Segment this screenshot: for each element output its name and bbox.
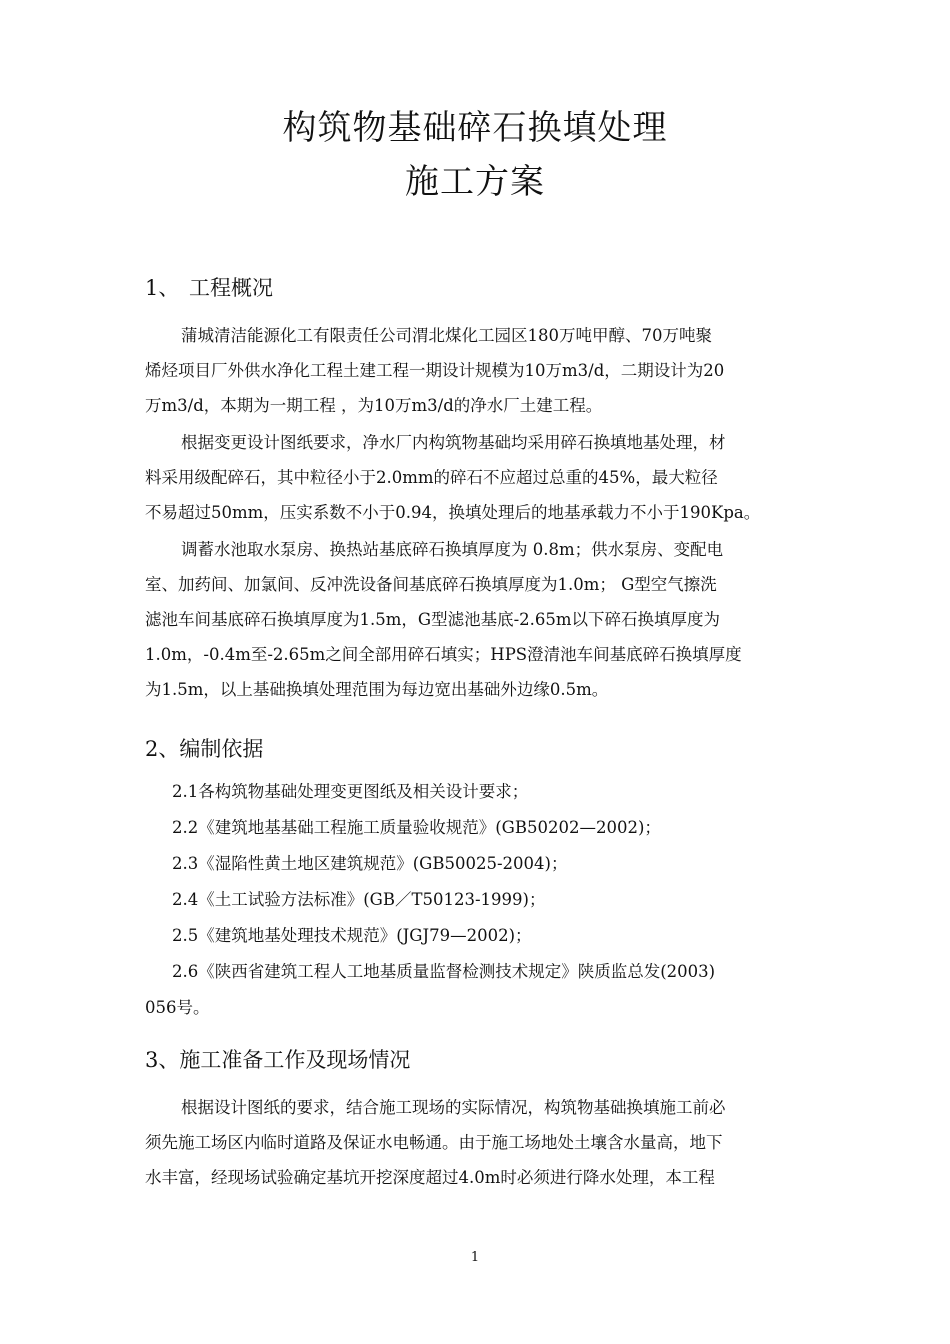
text-line: 1.0m，-0.4m至-2.65m之间全部用碎石填实；HPS澄清池车间基底碎石换填厚度 <box>145 645 742 664</box>
reference-item: 2.1各构筑物基础处理变更图纸及相关设计要求； <box>172 782 529 801</box>
section3-heading: 3、施工准备工作及现场情况 <box>145 1048 411 1072</box>
section1-number: 1、 <box>145 276 180 300</box>
text-line: 水丰富，经现场试验确定基坑开挖深度超过4.0m时必须进行降水处理，本工程 <box>145 1168 715 1187</box>
text-line: 须先施工场区内临时道路及保证水电畅通。由于施工场地处土壤含水量高，地下 <box>145 1133 723 1152</box>
text-line: 蒲城清洁能源化工有限责任公司渭北煤化工园区180万吨甲醇、70万吨聚 <box>181 326 712 345</box>
text-line: 料采用级配碎石，其中粒径小于2.0mm的碎石不应超过总重的45%，最大粒径 <box>145 468 718 487</box>
section1-heading <box>145 272 273 302</box>
text-line: 烯烃项目厂外供水净化工程土建工程一期设计规模为10万m3/d，二期设计为20 <box>145 361 725 380</box>
reference-item: 2.6《陕西省建筑工程人工地基质量监督检测技术规定》陕质监总发(2003) <box>172 962 716 981</box>
page-number: 1 <box>470 1250 480 1265</box>
text-line: 万m3/d，本期为一期工程 ，为10万m3/d的净水厂土建工程。 <box>145 396 603 415</box>
section2-heading: 2、编制依据 <box>145 737 264 761</box>
section1-paragraph-3 <box>145 532 809 707</box>
section1-heading-text: 工程概况 <box>189 276 273 300</box>
text-line: 滤池车间基底碎石换填厚度为1.5m，G型滤池基底-2.65m以下碎石换填厚度为 <box>145 610 721 629</box>
reference-item: 2.3《湿陷性黄土地区建筑规范》(GB50025-2004)； <box>172 854 568 873</box>
text-line: 室、加药间、加氯间、反冲洗设备间基底碎石换填厚度为1.0m； G型空气擦洗 <box>145 575 717 594</box>
text-line: 调蓄水池取水泵房、换热站基底碎石换填厚度为 0.8m；供水泵房、变配电 <box>181 540 724 559</box>
document-title-line1: 构筑物基础碎石换填处理 <box>282 108 668 148</box>
section1-paragraph-1 <box>145 318 809 423</box>
document-title-line2: 施工方案 <box>405 162 545 202</box>
section1-paragraph-2 <box>145 425 809 530</box>
reference-item: 2.2《建筑地基基础工程施工质量验收规范》(GB50202—2002)； <box>172 818 661 837</box>
section3-paragraph <box>145 1090 809 1195</box>
reference-item-continuation: 056号。 <box>145 998 210 1017</box>
text-line: 根据变更设计图纸要求，净水厂内构筑物基础均采用碎石换填地基处理，材 <box>181 433 726 452</box>
text-line: 根据设计图纸的要求，结合施工现场的实际情况，构筑物基础换填施工前必 <box>181 1098 726 1117</box>
text-line: 不易超过50mm，压实系数不小于0.94，换填处理后的地基承载力不小于190Kpa。 <box>145 503 761 522</box>
reference-item: 2.4《土工试验方法标准》(GB／T50123-1999)； <box>172 890 546 909</box>
text-line: 为1.5m，以上基础换填处理范围为每边宽出基础外边缘0.5m。 <box>145 680 609 699</box>
reference-item: 2.5《建筑地基处理技术规范》(JGJ79—2002)； <box>172 926 532 945</box>
